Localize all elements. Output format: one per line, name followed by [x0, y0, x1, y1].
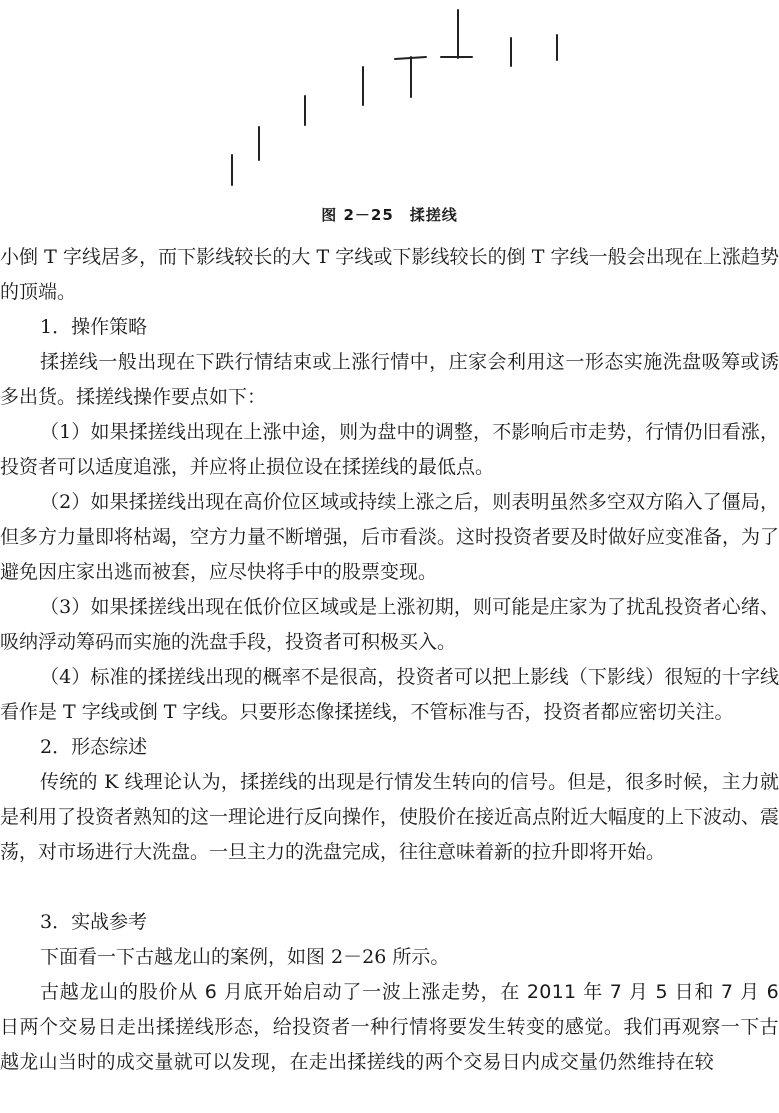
paragraph-point-2: （2）如果揉搓线出现在高价位区域或持续上涨之后，则表明虽然多空双方陷入了僵局，但多方力量即将枯竭，空方力量不断增强，后市看淡。这时投资者要及时做好应变准备，为了避免因庄家出逃而被套，应尽快将手中的股票变现。 [0, 491, 779, 583]
paragraph-point-4: （4）标准的揉搓线出现的概率不是很高，投资者可以把上影线（下影线）很短的十字线看作是 T 字线或倒 T 字线。只要形态像揉搓线，不管标准与否，投资者都应密切关注。 [0, 666, 779, 723]
figure-caption: 图 2－25 揉搓线 [321, 206, 458, 224]
candlestick-figure [0, 0, 779, 200]
candle-5-top [395, 57, 426, 59]
paragraph-case-intro: 下面看一下古越龙山的案例，如图 2－26 所示。 [40, 946, 450, 968]
paragraph-intro: 小倒 T 字线居多，而下影线较长的大 T 字线或下影线较长的倒 T 字线一般会出现在上涨趋势的顶端。 [0, 246, 779, 303]
section-heading-case: 3．实战参考 [40, 911, 148, 933]
paragraph-strategy: 揉搓线一般出现在下跌行情结束或上涨行情中，庄家会利用这一形态实施洗盘吸筹或诱多出货。揉搓线操作要点如下： [0, 351, 779, 408]
paragraph-case-detail: 古越龙山的股价从 6 月底开始启动了一波上涨走势，在 2011 年 7 月 5 日和 7 月 6 日两个交易日走出揉搓线形态，给投资者一种行情将要发生转变的感觉。我们再观察一下古越龙山当时的成交量就可以发现，在走出揉搓线的两个交易日内成交量仍然维持在较 [0, 981, 779, 1073]
section-heading-overview: 2．形态综述 [40, 736, 148, 758]
section-heading-strategy: 1．操作策略 [40, 316, 148, 338]
paragraph-point-3: （3）如果揉搓线出现在低价位区域或是上涨初期，则可能是庄家为了扰乱投资者心绪、吸纳浮动筹码而实施的洗盘手段，投资者可积极买入。 [0, 596, 779, 653]
paragraph-point-1: （1）如果揉搓线出现在上涨中途，则为盘中的调整，不影响后市走势，行情仍旧看涨，投资者可以适度追涨，并应将止损位设在揉搓线的最低点。 [0, 421, 779, 478]
paragraph-overview: 传统的 K 线理论认为，揉搓线的出现是行情发生转向的信号。但是，很多时候，主力就是利用了投资者熟知的这一理论进行反向操作，使股价在接近高点附近大幅度的上下波动、震荡，对市场进行大洗盘。一旦主力的洗盘完成，往往意味着新的拉升即将开始。 [0, 771, 779, 863]
